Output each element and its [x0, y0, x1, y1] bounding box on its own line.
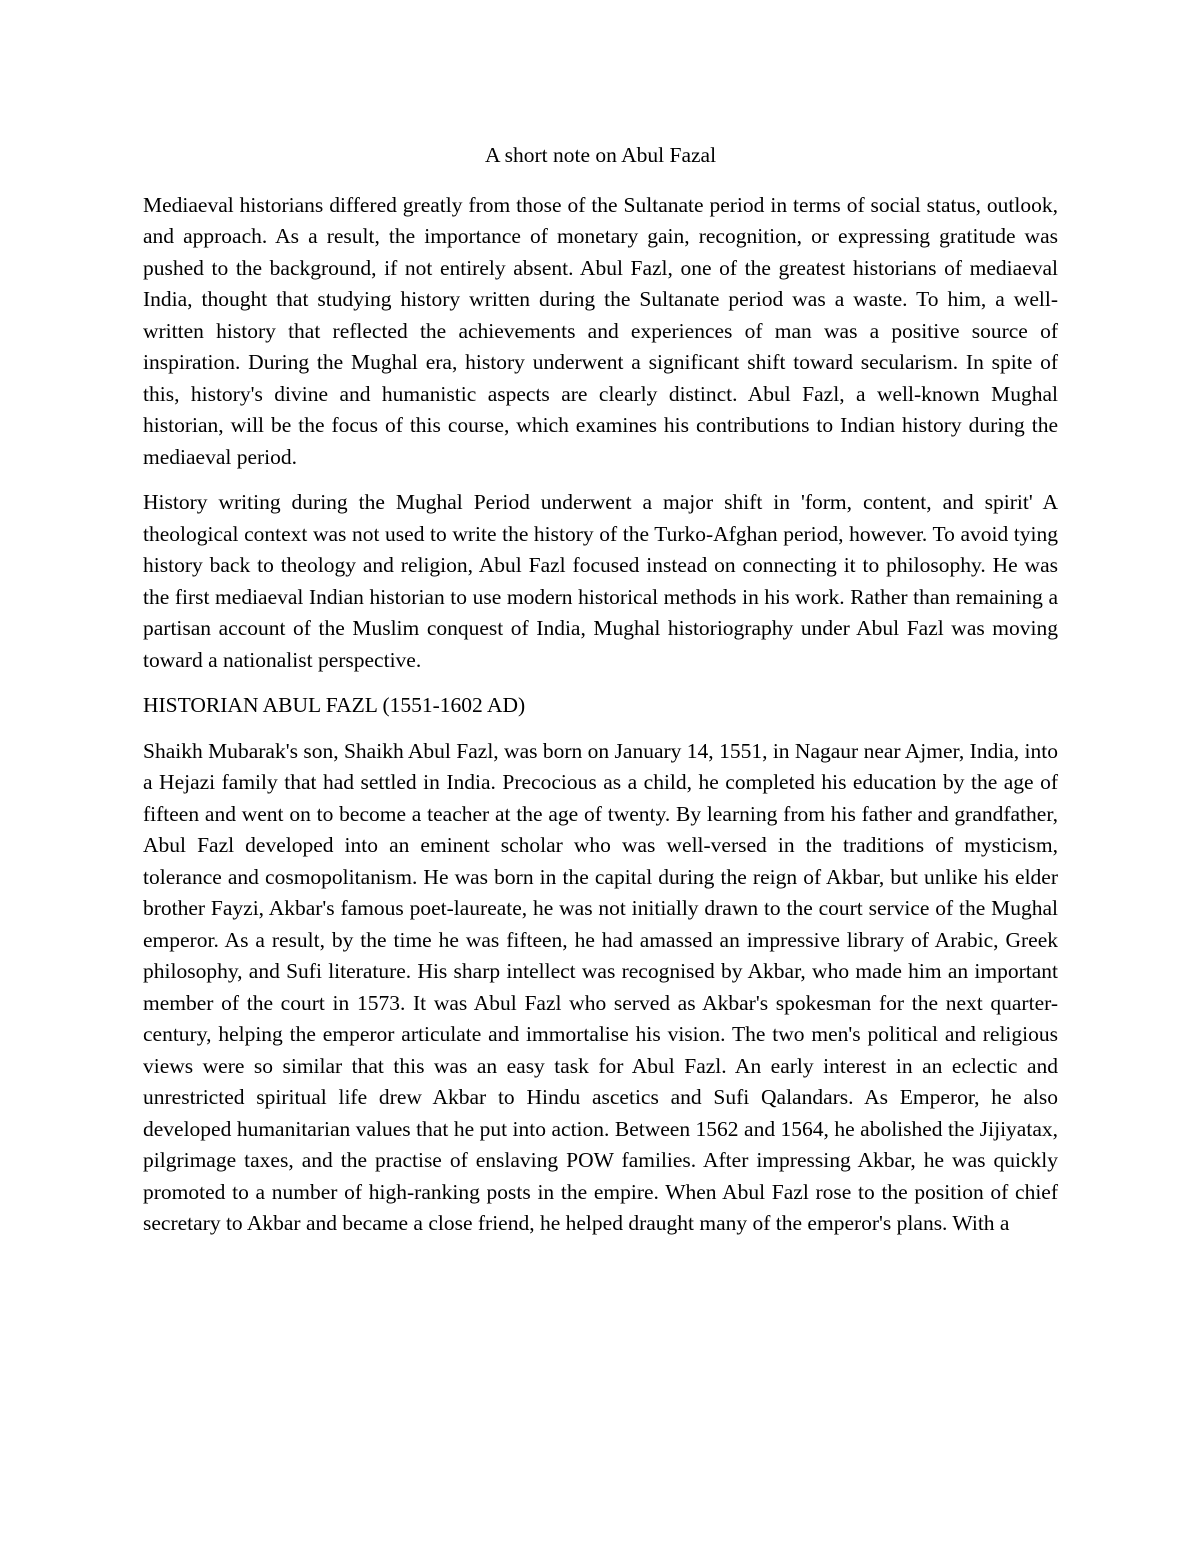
paragraph-intro: Mediaeval historians differed greatly from those of the Sultanate period in terms of social status, outlook, and approach. As a result, the importance of monetary gain, recognition, or expressing gratitude was pushed to the background, if not entirely absent. Abul Fazl, one of the greatest historians of mediaeval India, thought that studying history written during the Sultanate period was a waste. To him, a well-written history that reflected the achievements and experiences of man was a positive source of inspiration. During the Mughal era, history underwent a significant shift toward secularism. In spite of this, history's divine and humanistic aspects are clearly distinct. Abul Fazl, a well-known Mughal historian, will be the focus of this course, which examines his contributions to Indian history during the mediaeval period.	[143, 192, 1058, 469]
paragraph-history-writing: History writing during the Mughal Period underwent a major shift in 'form, content, and spirit' A theological context was not used to write the history of the Turko-Afghan period, however. To avoid tying history back to theology and religion, Abul Fazl focused instead on connecting it to philosophy. He was the first mediaeval Indian historian to use modern historical methods in his work. Rather than remaining a partisan account of the Muslim conquest of India, Mughal historiography under Abul Fazl was moving toward a nationalist perspective.	[143, 490, 1058, 672]
paragraph-biography: Shaikh Mubarak's son, Shaikh Abul Fazl, was born on January 14, 1551, in Nagaur near Ajmer, India, into a Hejazi family that had settled in India. Precocious as a child, he completed his education by the age of fifteen and went on to become a teacher at the age of twenty. By learning from his father and grandfather, Abul Fazl developed into an eminent scholar who was well-versed in the traditions of mysticism, tolerance and cosmopolitanism. He was born in the capital during the reign of Akbar, but unlike his elder brother Fayzi, Akbar's famous poet-laureate, he was not initially drawn to the court service of the Mughal emperor. As a result, by the time he was fifteen, he had amassed an impressive library of Arabic, Greek philosophy, and Sufi literature. His sharp intellect was recognised by Akbar, who made him an important member of the court in 1573. It was Abul Fazl who served as Akbar's spokesman for the next quarter-century, helping the emperor articulate and immortalise his vision. The two men's political and religious views were so similar that this was an easy task for Abul Fazl. An early interest in an eclectic and unrestricted spiritual life drew Akbar to Hindu ascetics and Sufi Qalandars. As Emperor, he also developed humanitarian values that he put into action. Between 1562 and 1564, he abolished the Jijiyatax, pilgrimage taxes, and the practise of enslaving POW families. After impressing Akbar, he was quickly promoted to a number of high-ranking posts in the empire. When Abul Fazl rose to the position of chief secretary to Akbar and became a close friend, he helped draught many of the emperor's plans. With a	[143, 738, 1058, 1235]
document-body	[143, 140, 1058, 1254]
document-title: A short note on Abul Fazal	[484, 143, 717, 167]
section-heading: HISTORIAN ABUL FAZL (1551-1602 AD)	[143, 693, 526, 717]
